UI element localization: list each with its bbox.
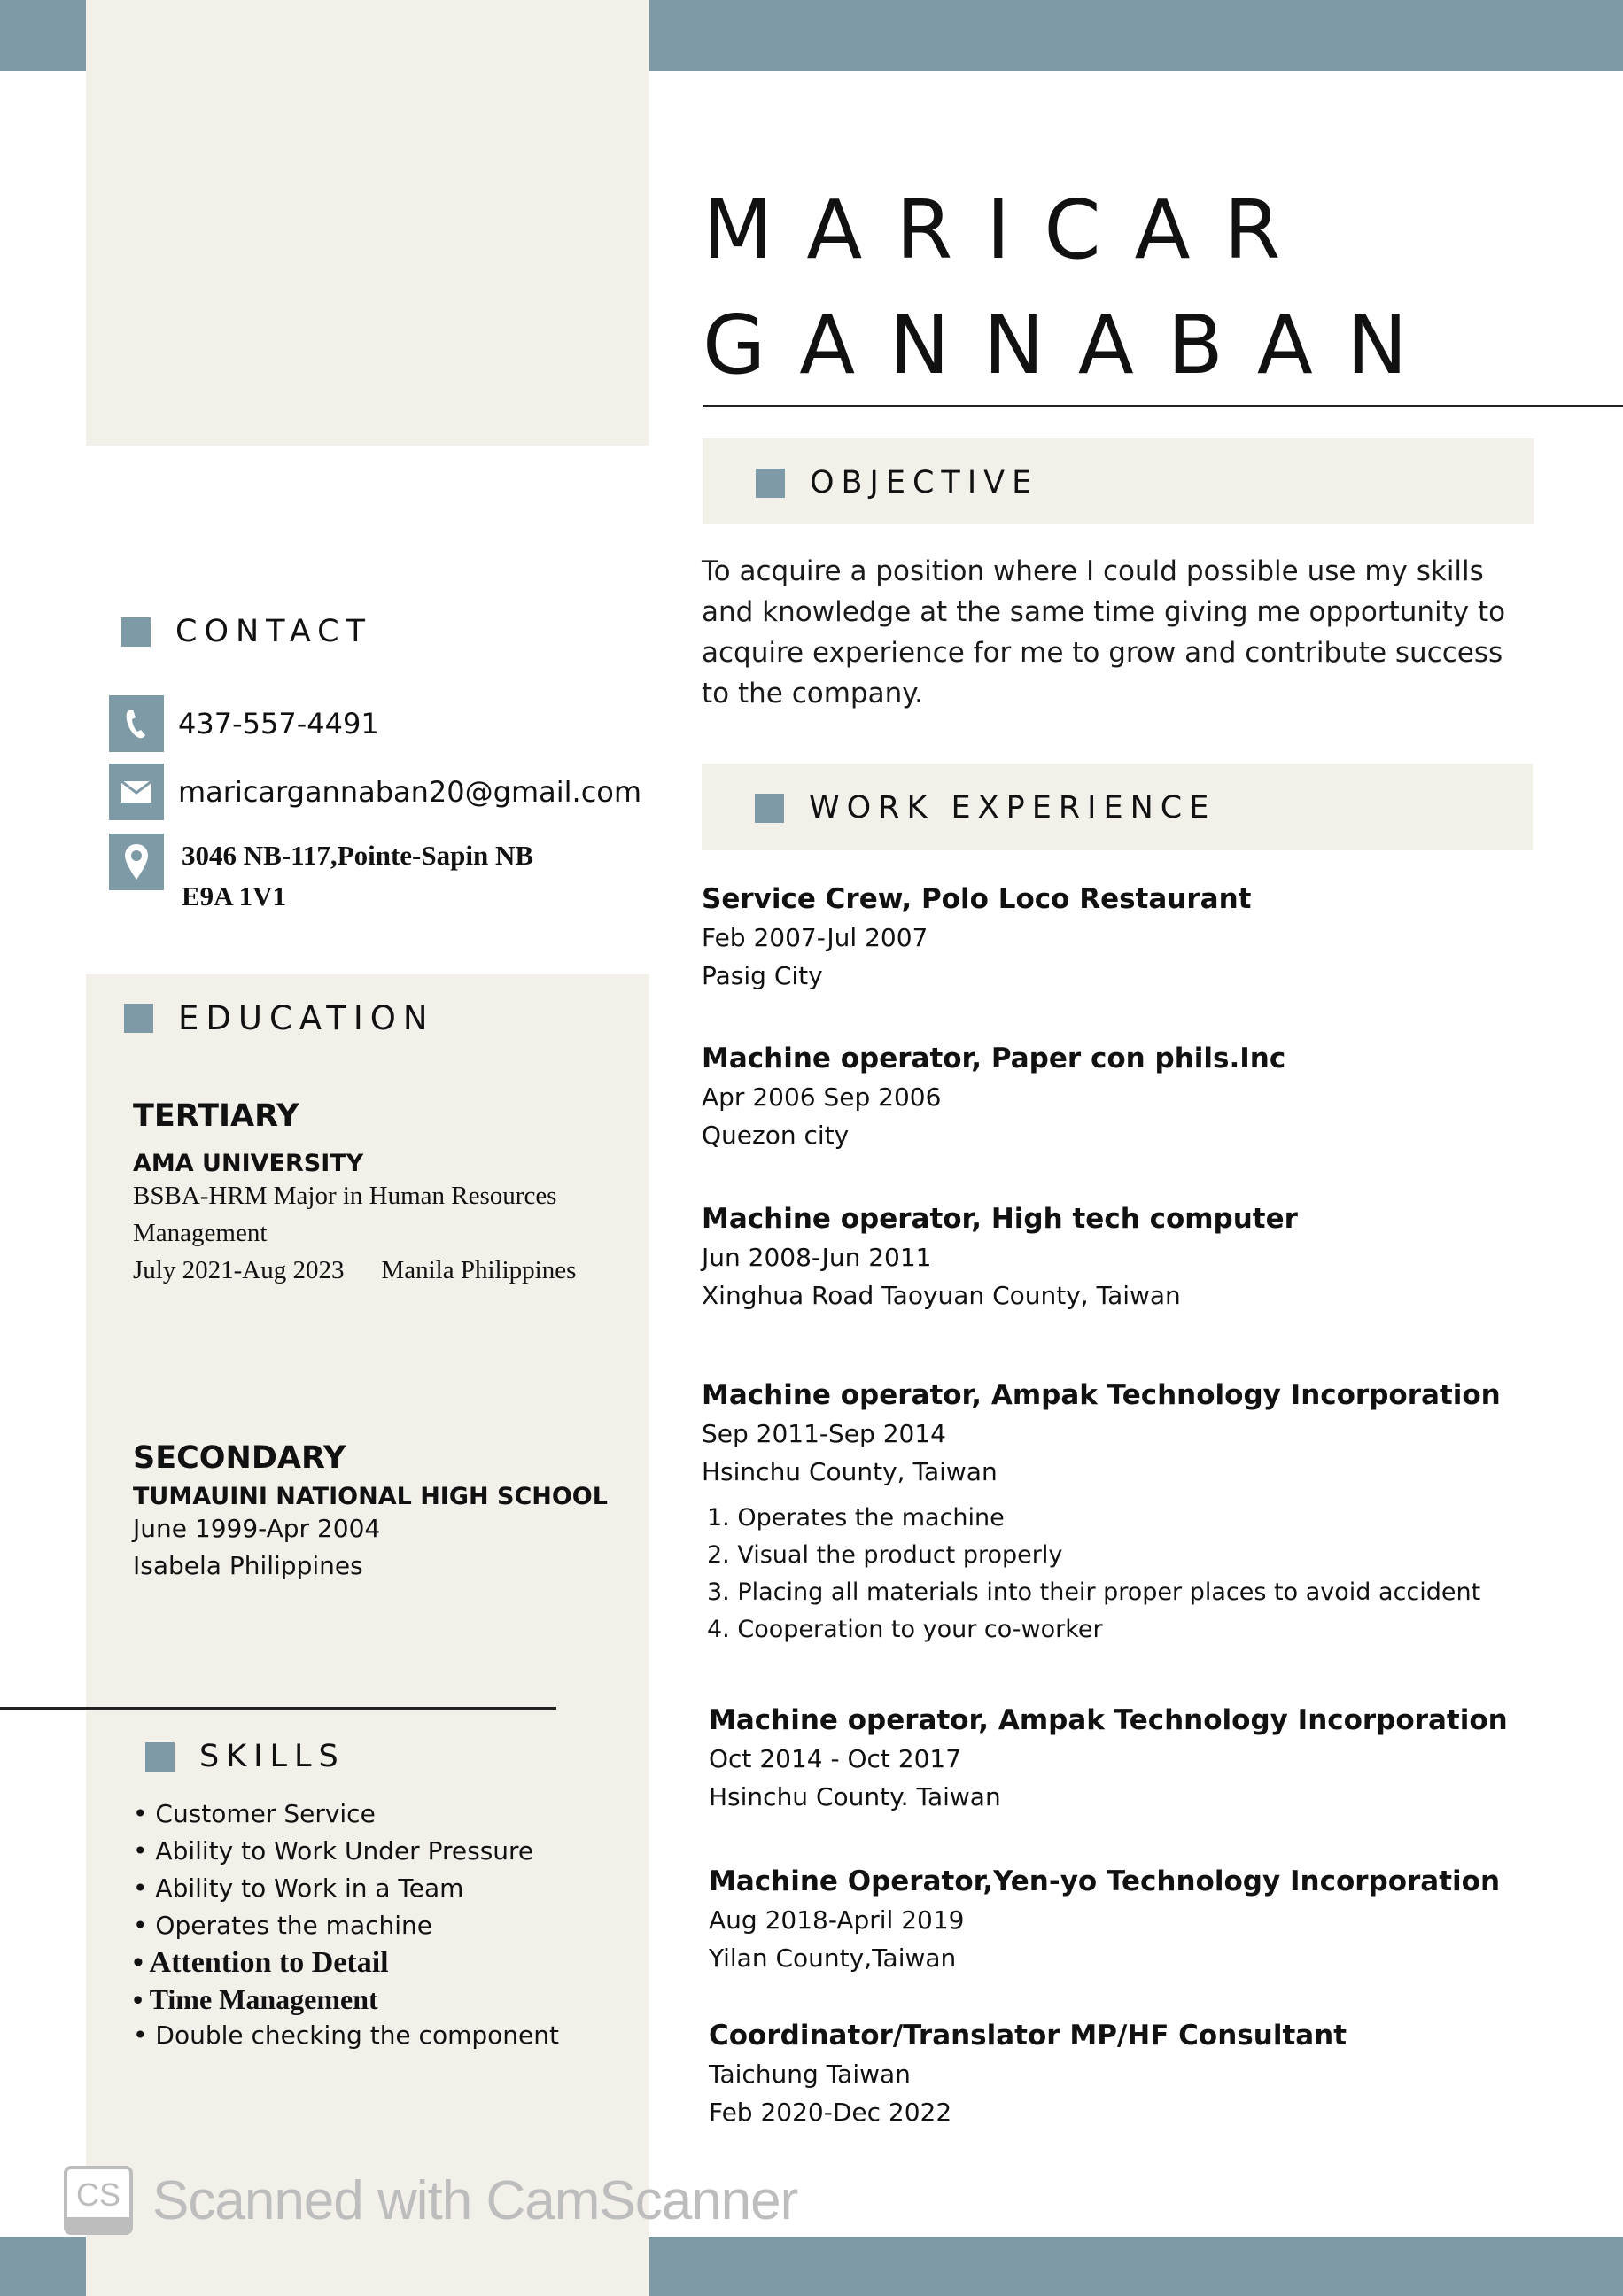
edu-location: Manila Philippines: [381, 1256, 577, 1284]
education-secondary: [133, 1440, 638, 1585]
job-location: Hsinchu County. Taiwan: [709, 1782, 1001, 1811]
objective-heading: OBJECTIVE: [810, 465, 1039, 500]
objective-header-box: [703, 438, 1534, 524]
job-duties: [707, 1500, 1605, 1648]
job-title: Machine operator, Ampak Technology Incorporation: [709, 1704, 1508, 1736]
job-title: Machine operator, Paper con phils.Inc: [702, 1043, 1286, 1074]
job-entry: [702, 880, 1605, 995]
skills-divider: [0, 1707, 556, 1710]
job-dates: Sep 2011-Sep 2014: [702, 1419, 946, 1448]
work-header-box: [702, 764, 1533, 850]
job-location: Quezon city: [702, 1121, 850, 1150]
edu-degree-line-2: Management: [133, 1219, 268, 1247]
skill-item: • Ability to Work in a Team: [133, 1873, 464, 1903]
work-heading: WORK EXPERIENCE: [809, 790, 1216, 826]
job-entry: [709, 1701, 1612, 1816]
job-dates: Feb 2007-Jul 2007: [702, 923, 928, 952]
job-entry: [702, 1376, 1605, 1648]
name-divider: [703, 405, 1623, 407]
address-line-1: 3046 NB-117,Pointe-Sapin NB: [182, 840, 534, 871]
contact-email: [109, 764, 641, 820]
job-dates: Jun 2008-Jun 2011: [702, 1243, 932, 1272]
phone-number[interactable]: 437-557-4491: [178, 707, 379, 741]
section-square-icon: [755, 794, 784, 823]
skill-item: • Ability to Work Under Pressure: [133, 1836, 534, 1866]
camscanner-watermark: [64, 2166, 797, 2235]
section-square-icon: [124, 1004, 153, 1033]
edu-dates: July 2021-Aug 2023: [133, 1256, 345, 1284]
edu-level: SECONDARY: [133, 1440, 346, 1476]
job-title: Coordinator/Translator MP/HF Consultant: [709, 2020, 1347, 2052]
job-entry: [702, 1199, 1605, 1315]
candidate-name: [703, 173, 1441, 403]
job-dates: Oct 2014 - Oct 2017: [709, 1744, 962, 1773]
job-location: Hsinchu County, Taiwan: [702, 1457, 998, 1486]
education-header: [124, 999, 435, 1037]
watermark-text: Scanned with CamScanner: [152, 2169, 798, 2231]
section-square-icon: [145, 1742, 175, 1772]
skills-header: [145, 1739, 346, 1774]
education-tertiary: [133, 1098, 638, 1289]
job-entry: [702, 1039, 1605, 1154]
job-title: Service Crew, Polo Loco Restaurant: [702, 883, 1252, 915]
skill-item: • Double checking the component: [133, 2021, 559, 2050]
edu-dates: June 1999-Apr 2004: [133, 1514, 381, 1543]
contact-phone: [109, 695, 379, 752]
job-dates: Feb 2020-Dec 2022: [709, 2098, 952, 2127]
photo-placeholder: [86, 0, 649, 446]
job-location: Yilan County,Taiwan: [709, 1943, 957, 1973]
edu-school: AMA UNIVERSITY: [133, 1150, 364, 1177]
duty-item: 1. Operates the machine: [707, 1504, 1005, 1532]
job-title: Machine operator, Ampak Technology Incorporation: [702, 1379, 1501, 1411]
edu-degree-line-1: BSBA-HRM Major in Human Resources: [133, 1182, 557, 1210]
job-title: Machine Operator,Yen-yo Technology Incorporation: [709, 1866, 1501, 1897]
duty-item: 2. Visual the product properly: [707, 1541, 1063, 1569]
edu-level: TERTIARY: [133, 1098, 299, 1134]
education-heading: EDUCATION: [178, 999, 435, 1037]
skill-item: • Operates the machine: [133, 1911, 432, 1940]
job-title: Machine operator, High tech computer: [702, 1203, 1298, 1235]
skill-item: • Attention to Detail: [133, 1946, 389, 1979]
last-name: GANNABAN: [703, 298, 1441, 392]
contact-heading: CONTACT: [175, 614, 372, 649]
contact-address: [109, 834, 533, 917]
job-location: Taichung Taiwan: [709, 2059, 911, 2089]
edu-dates-location: [133, 1252, 638, 1289]
skills-heading: SKILLS: [199, 1739, 346, 1774]
edu-school: TUMAUINI NATIONAL HIGH SCHOOL: [133, 1483, 608, 1510]
job-entry: [709, 1862, 1612, 1977]
duty-item: 4. Cooperation to your co-worker: [707, 1616, 1103, 1643]
phone-icon: [109, 695, 164, 752]
job-dates: Aug 2018-April 2019: [709, 1905, 965, 1935]
camscanner-logo-icon: CS: [64, 2166, 133, 2235]
objective-text: To acquire a position where I could possible use my skills and knowledge at the same time giving me opportunity to acquire experience for me to grow and contribute success to the company.: [702, 555, 1506, 710]
skill-item: • Customer Service: [133, 1799, 376, 1828]
skill-item: • Time Management: [133, 1983, 378, 2015]
address-line-2: E9A 1V1: [182, 880, 286, 911]
first-name: MARICAR: [703, 182, 1315, 277]
mail-icon: [109, 764, 164, 820]
job-dates: Apr 2006 Sep 2006: [702, 1082, 942, 1112]
job-entry: [709, 2016, 1612, 2131]
section-square-icon: [756, 469, 785, 498]
email-address[interactable]: maricargannaban20@gmail.com: [178, 775, 642, 809]
contact-header: [121, 614, 372, 649]
skills-list: [133, 1796, 647, 2054]
job-location: Pasig City: [702, 961, 823, 990]
duty-item: 3. Placing all materials into their proper places to avoid accident: [707, 1578, 1481, 1606]
job-location: Xinghua Road Taoyuan County, Taiwan: [702, 1281, 1181, 1310]
edu-location: Isabela Philippines: [133, 1551, 363, 1580]
location-pin-icon: [109, 834, 164, 890]
section-square-icon: [121, 617, 151, 647]
address: [178, 834, 533, 917]
